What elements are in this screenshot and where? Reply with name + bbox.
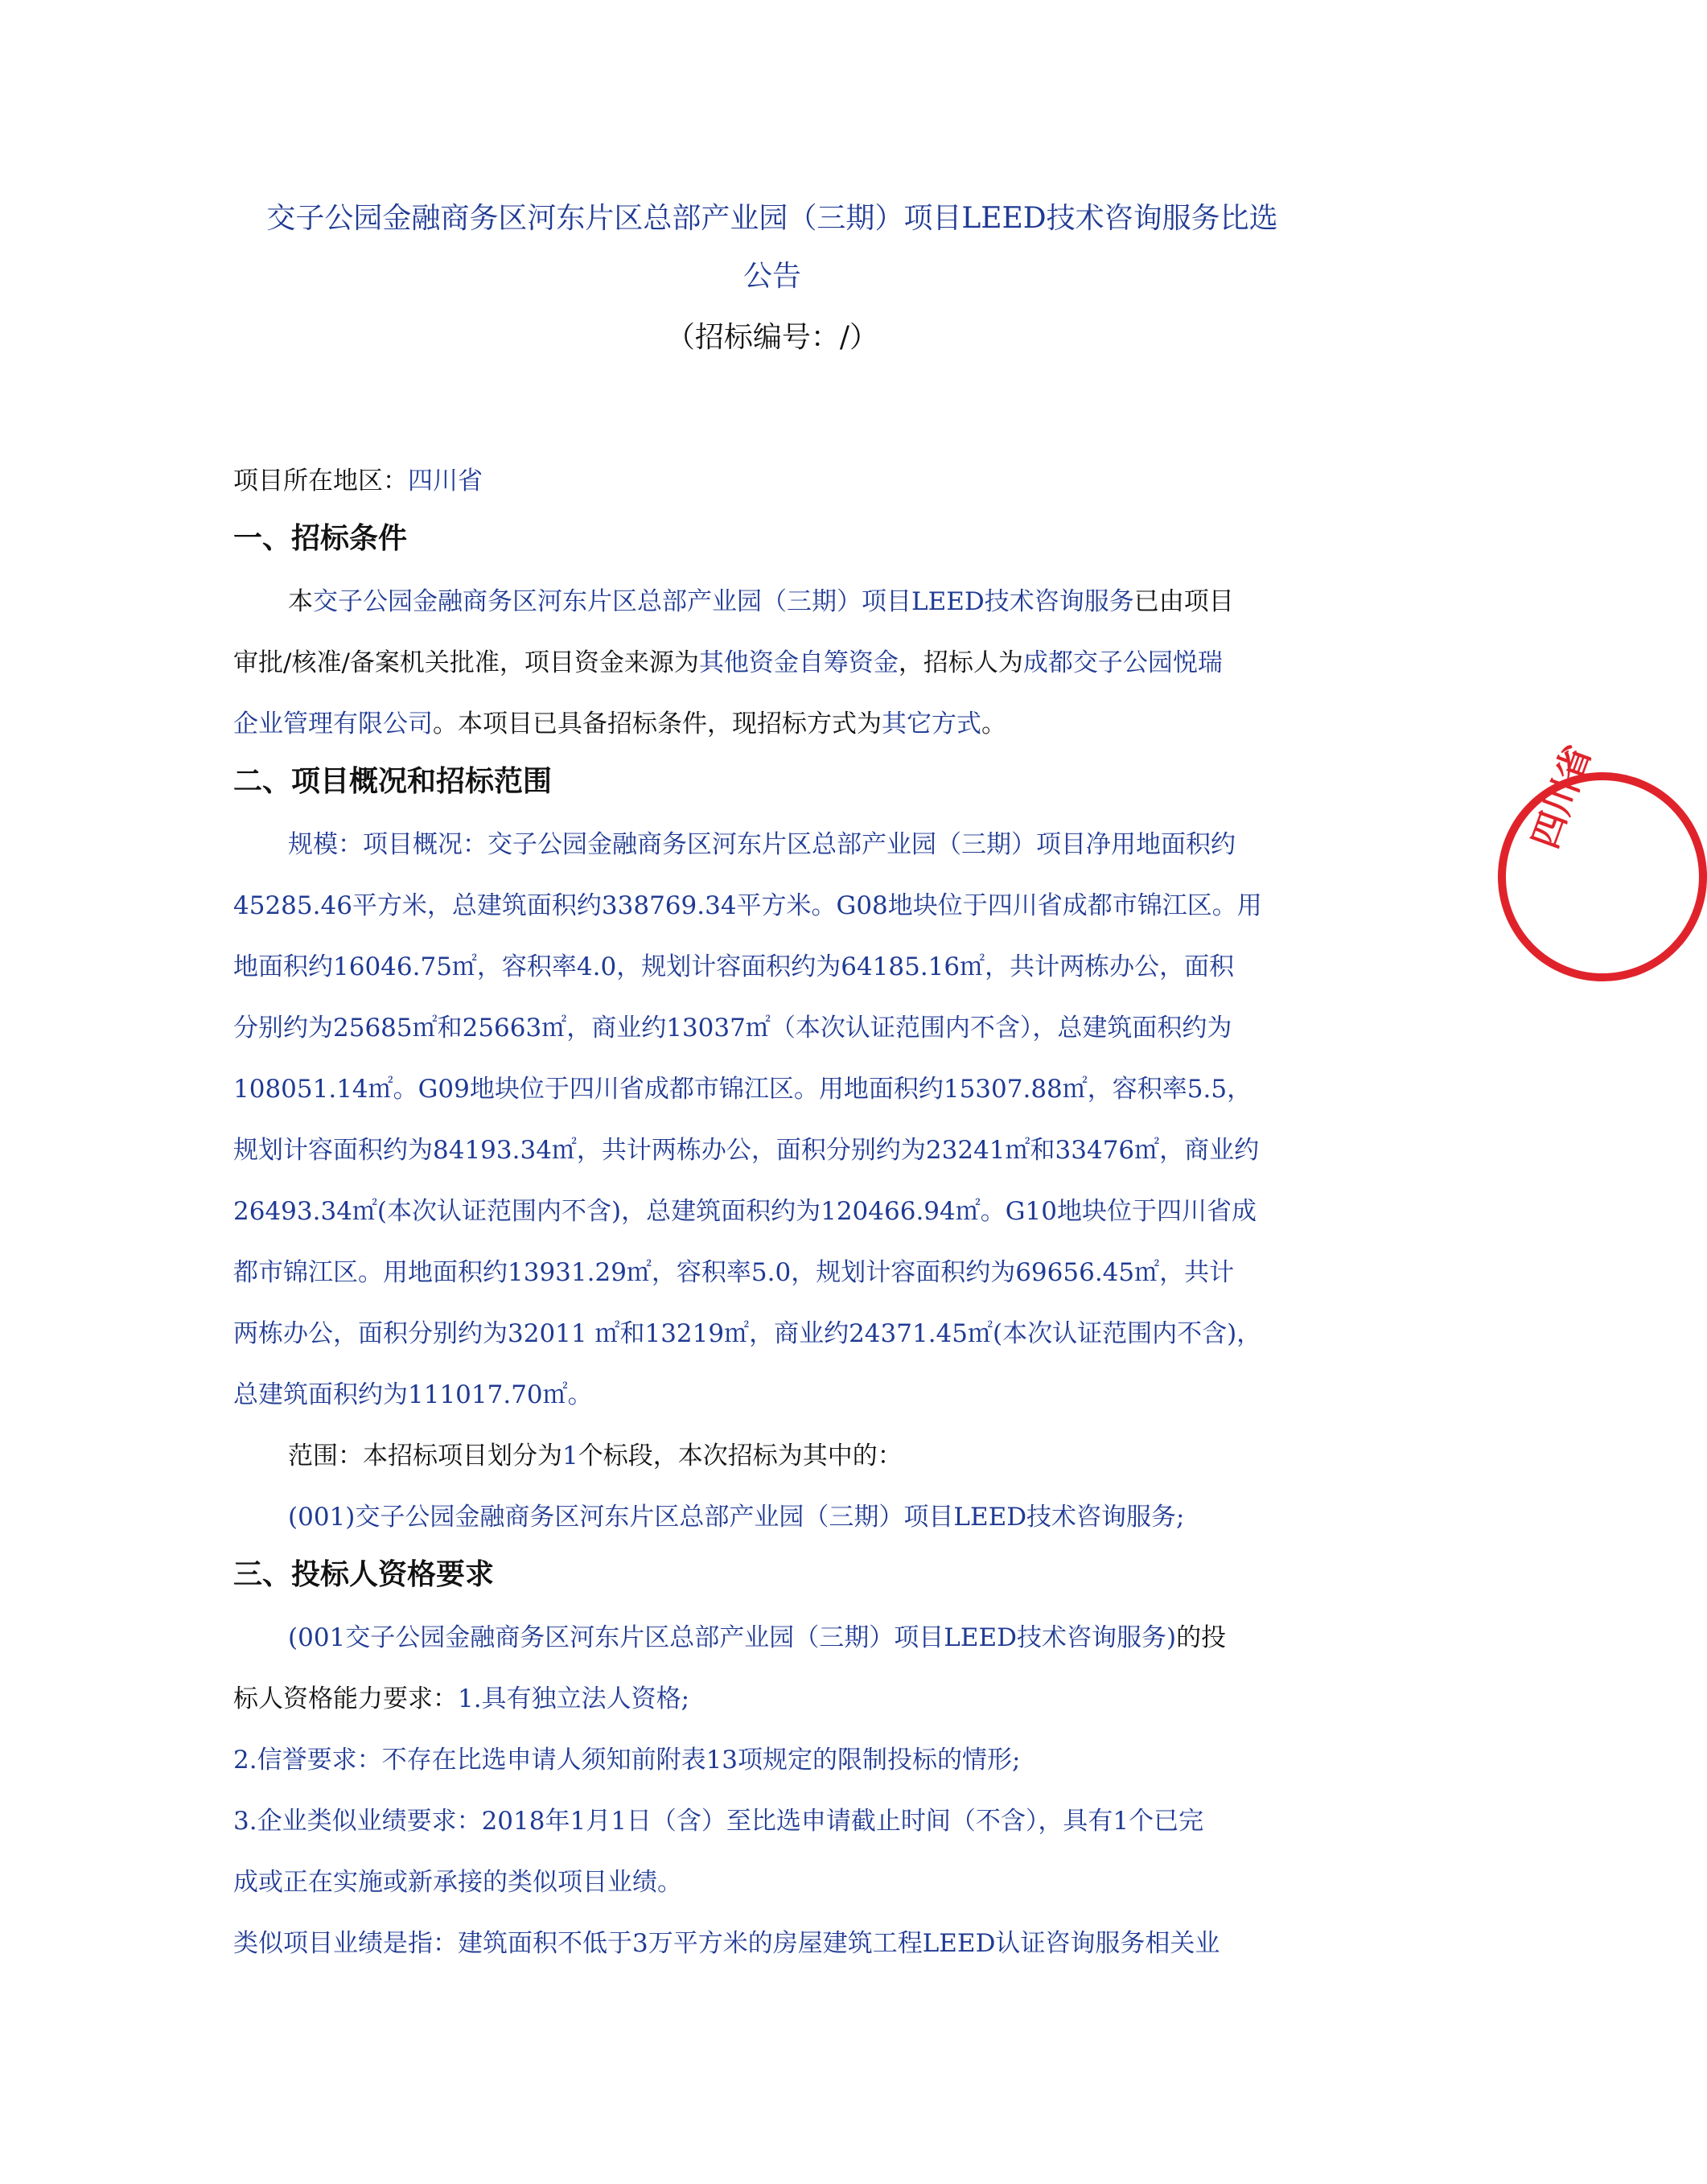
tender-method: 其它方式 <box>882 709 981 738</box>
project-region <box>233 463 1311 499</box>
project-name: 交子公园金融商务区河东片区总部产业园（三期）项目LEED技术咨询服务 <box>313 587 1134 616</box>
text: 个标段，本次招标为其中的： <box>578 1442 903 1470</box>
requirement-line: 2.信誉要求：不存在比选申请人须知前附表13项规定的限制投标的情形; <box>233 1746 1021 1775</box>
page-title-continued: 公告 <box>742 260 801 293</box>
section-2-heading: 二、项目概况和招标范围 <box>233 765 553 798</box>
scale-line: 26493.34㎡(本次认证范围内不含)，总建筑面积约为120466.94㎡。G10地块位于四川省成 <box>233 1197 1257 1226</box>
requirement-line: 类似项目业绩是指：建筑面积不低于3万平方米的房屋建筑工程LEED认证咨询服务相关业 <box>233 1929 1220 1958</box>
scale-line: 108051.14㎡。G09地块位于四川省成都市锦江区。用地面积约15307.88㎡，容积率5.5， <box>233 1075 1252 1104</box>
scale-line: 都市锦江区。用地面积约13931.29㎡，容积率5.0，规划计容面积约为69656.45㎡，共计 <box>233 1258 1235 1287</box>
section-3-line <box>233 1681 1311 1717</box>
fund-source: 其他资金自筹资金 <box>698 648 899 677</box>
lot-line: (001)交子公园金融商务区河东片区总部产业园（三期）项目LEED技术咨询服务; <box>288 1503 1185 1532</box>
text: 的投 <box>1176 1623 1227 1652</box>
region-value: 四川省 <box>408 467 483 496</box>
section-1-line <box>233 706 1311 742</box>
scale-line: 规模：项目概况：交子公园金融商务区河东片区总部产业园（三期）项目净用地面积约 <box>288 830 1236 859</box>
tenderer-name: 成都交子公园悦瑞 <box>1022 648 1223 677</box>
text: 本 <box>288 587 313 616</box>
text: 。 <box>981 709 1006 738</box>
text: 标人资格能力要求： <box>233 1684 458 1713</box>
requirement: 1.具有独立法人资格; <box>458 1684 690 1713</box>
tenderer-name-cont: 企业管理有限公司 <box>233 709 433 738</box>
scale-line: 地面积约16046.75㎡，容积率4.0，规划计容面积约为64185.16㎡，共计两栋办公，面积 <box>233 952 1235 981</box>
section-3-line <box>288 1620 1311 1655</box>
lot-name: (001交子公园金融商务区河东片区总部产业园（三期）项目LEED技术咨询服务) <box>288 1623 1177 1652</box>
section-1-heading: 一、招标条件 <box>233 522 408 555</box>
text: 。本项目已具备招标条件，现招标方式为 <box>433 709 882 738</box>
requirement-line: 成或正在实施或新承接的类似项目业绩。 <box>233 1868 682 1897</box>
scale-line: 规划计容面积约为84193.34㎡，共计两栋办公，面积分别约为23241㎡和33476㎡，商业约 <box>233 1136 1260 1165</box>
region-label: 项目所在地区： <box>233 467 408 496</box>
page-title: 交子公园金融商务区河东片区总部产业园（三期）项目LEED技术咨询服务比选 <box>266 202 1278 235</box>
lot-count: 1 <box>562 1442 578 1470</box>
text: 审批/核准/备案机关批准，项目资金来源为 <box>233 648 699 677</box>
requirement-line: 3.企业类似业绩要求：2018年1月1日（含）至比选申请截止时间（不含），具有1个已完 <box>233 1807 1204 1836</box>
scale-line: 两栋办公，面积分别约为32011 ㎡和13219㎡，商业约24371.45㎡(本次认证范围内不含)， <box>233 1319 1262 1348</box>
scale-line: 总建筑面积约为111017.70㎡。 <box>233 1380 593 1409</box>
text: 已由项目 <box>1133 587 1234 616</box>
scale-line: 45285.46平方米，总建筑面积约338769.34平方米。G08地块位于四川省成都市锦江区。用 <box>233 891 1262 920</box>
scale-line: 分别约为25685㎡和25663㎡，商业约13037㎡（本次认证范围内不含），总建筑面积约为 <box>233 1014 1232 1043</box>
section-3-heading: 三、投标人资格要求 <box>233 1558 495 1591</box>
seal-text: 四川省 <box>1524 739 1600 854</box>
section-1-line <box>288 584 1311 619</box>
text: 范围：本招标项目划分为 <box>288 1442 562 1470</box>
scope-line <box>288 1438 1311 1474</box>
text: ，招标人为 <box>898 648 1023 677</box>
tender-code: （招标编号：/） <box>665 321 879 354</box>
section-1-line <box>233 645 1311 681</box>
